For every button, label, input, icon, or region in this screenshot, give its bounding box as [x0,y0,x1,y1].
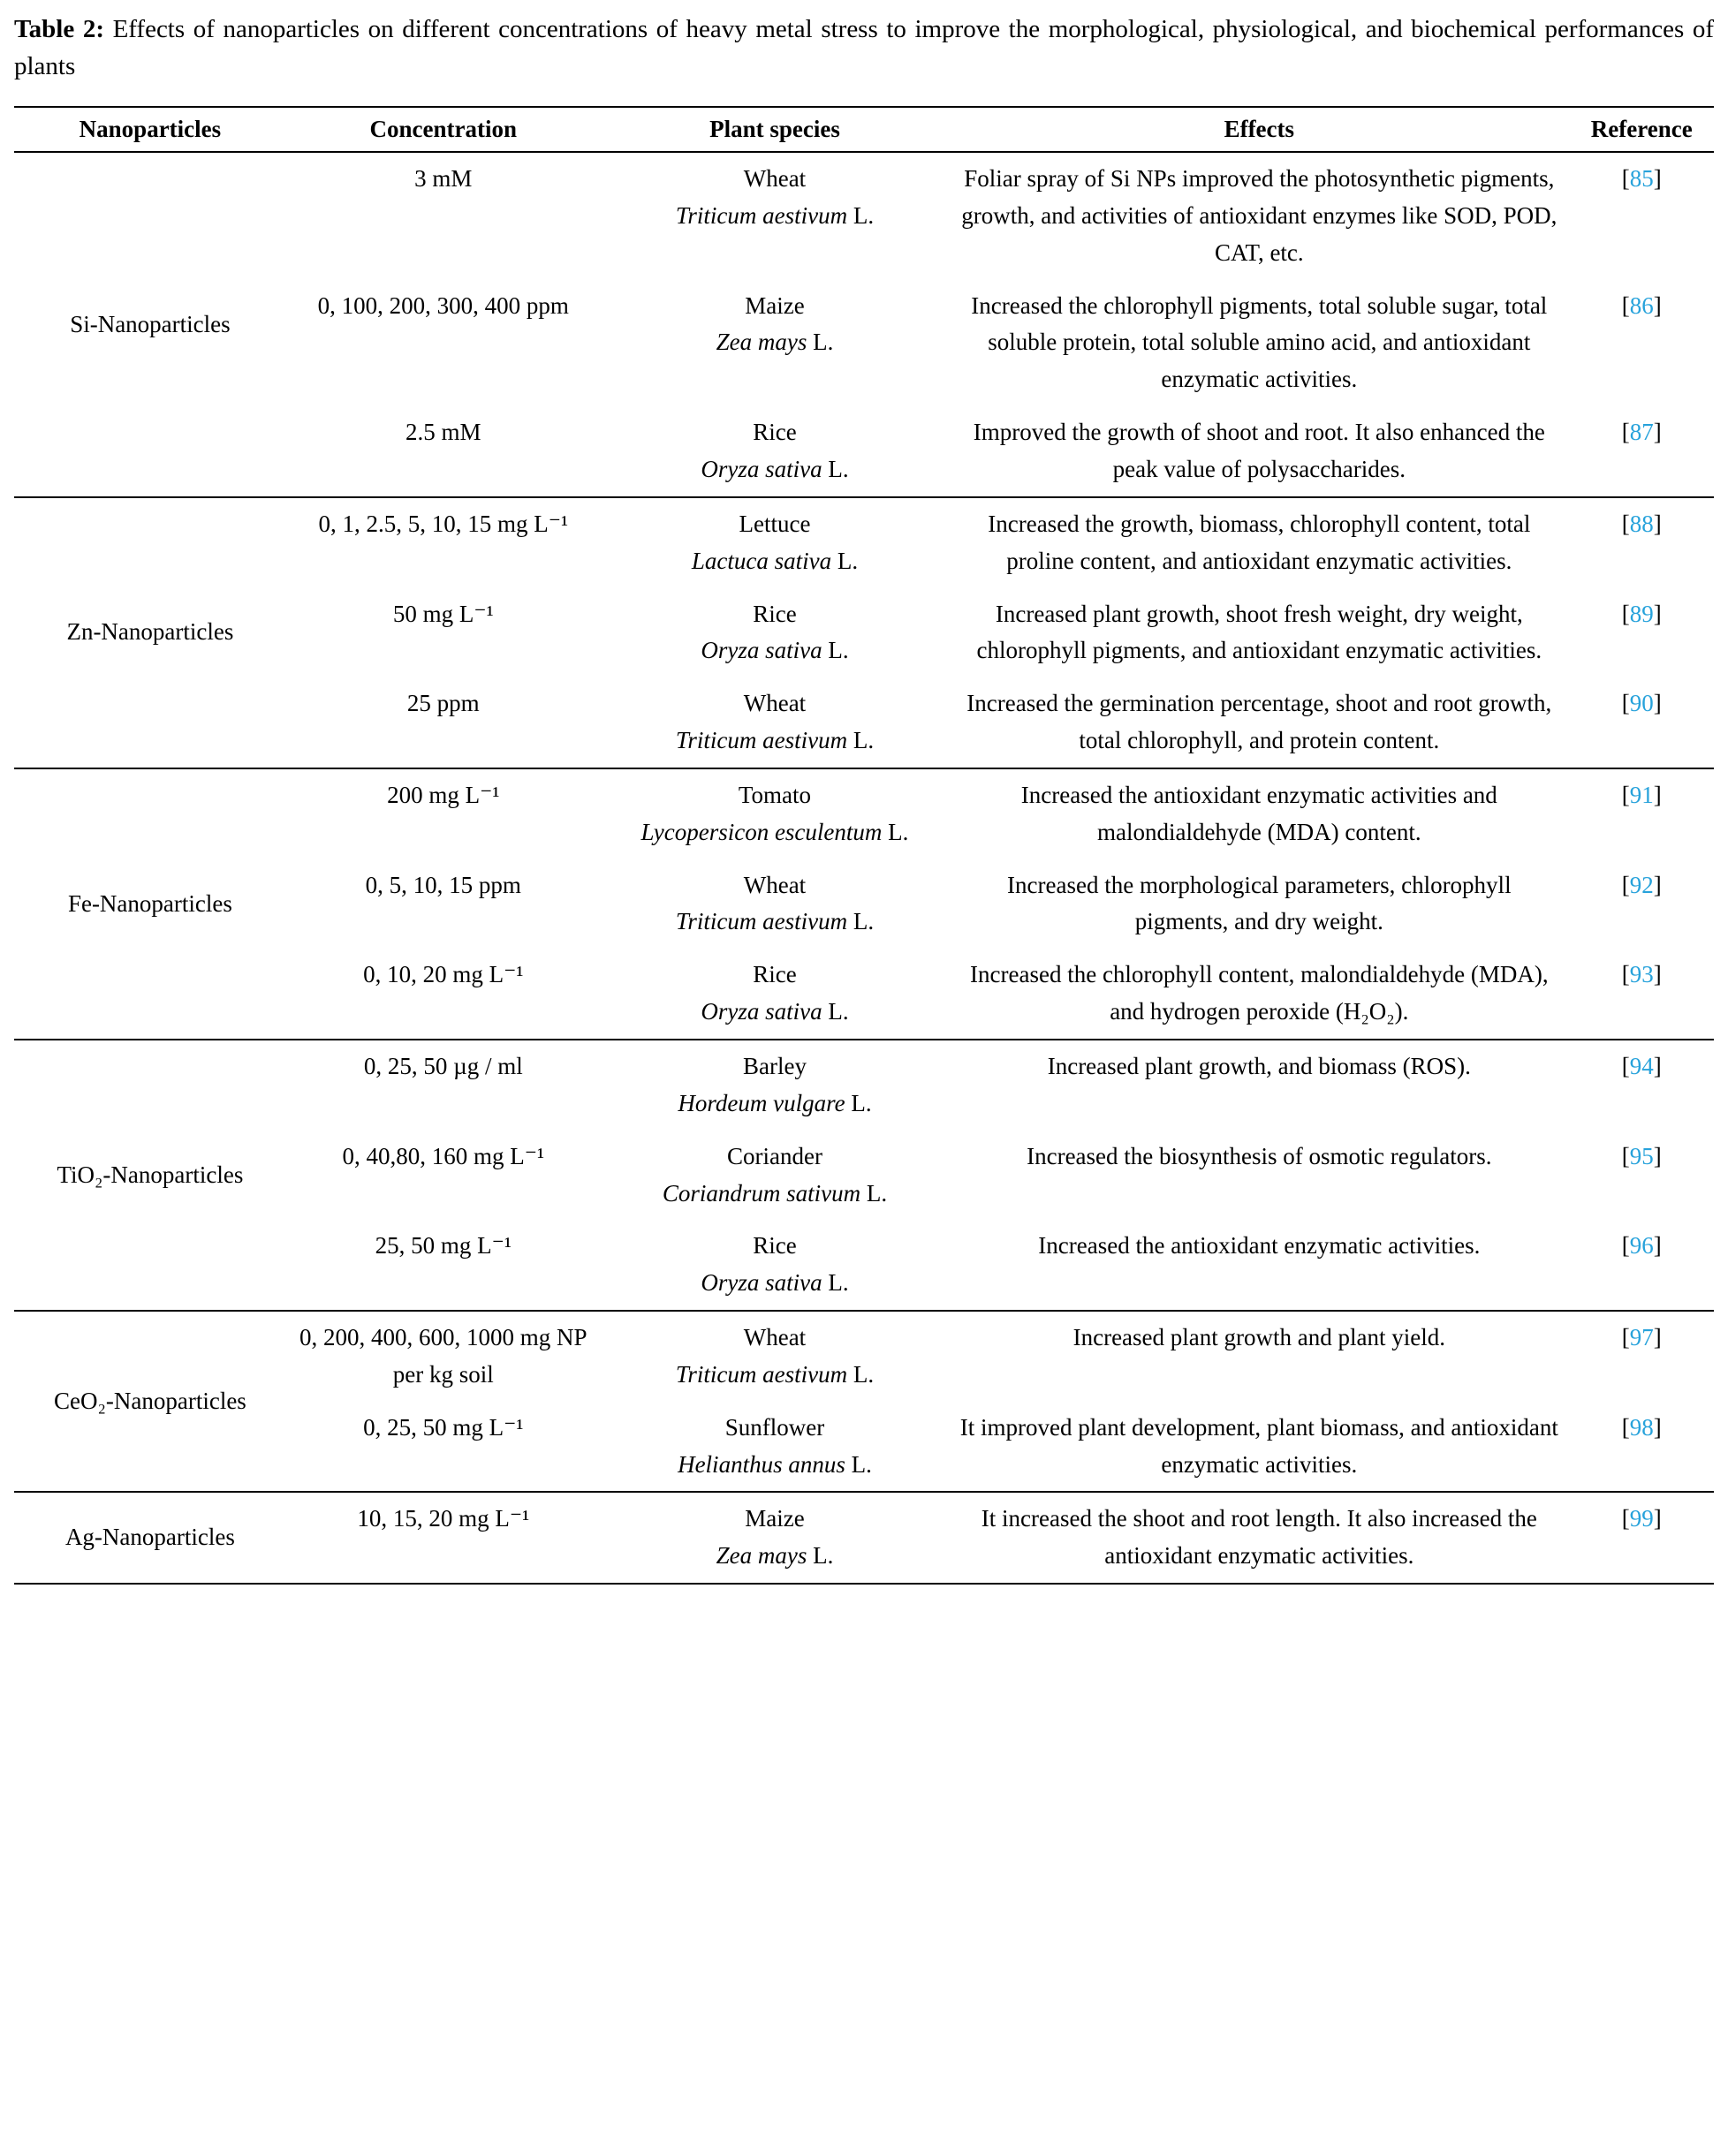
reference-cell [1569,1402,1714,1493]
reference-close-bracket: ] [1653,1505,1662,1532]
plant-latin-name: Oryza sativa [701,998,822,1025]
plant-common-name: Wheat [743,871,807,898]
plant-latin-name: Lactuca sativa [691,547,832,574]
reference-close-bracket: ] [1653,291,1662,319]
plant-common-name: Coriander [726,1142,822,1169]
effects-cell: It improved plant development, plant biomass, and antioxidant enzymatic activities. [959,1413,1558,1478]
plant-species-cell [601,280,949,407]
plant-name-suffix: L. [853,1360,875,1388]
reference-open-bracket: [ [1621,1413,1630,1441]
plant-species-cell [601,1040,949,1131]
reference-link[interactable]: 91 [1629,781,1654,808]
plant-common-name: Rice [753,600,797,627]
plant-latin-name: Zea mays [716,1542,807,1570]
reference-cell [1569,768,1714,859]
reference-link[interactable]: 99 [1629,1505,1654,1532]
plant-species-cell [601,406,949,497]
concentration-cell: 0, 40,80, 160 mg L⁻¹ [342,1142,545,1169]
group-tio2-nanoparticles [14,1040,1714,1311]
reference-cell [1569,1040,1714,1131]
plant-species-cell [601,1311,949,1402]
concentration-cell: 3 mM [414,165,473,193]
reference-link[interactable]: 85 [1629,165,1654,193]
reference-link[interactable]: 95 [1629,1142,1654,1169]
reference-link[interactable]: 88 [1629,510,1654,537]
table-caption-text: Effects of nanoparticles on different concentrations of heavy metal stress to improve the morphological, physiological, and biochemical performances of plants [14,15,1714,81]
reference-close-bracket: ] [1653,1142,1662,1169]
plant-species-cell [601,1220,949,1311]
reference-cell [1569,406,1714,497]
nanoparticle-group-label: TiO₂-Nanoparticles [57,1161,244,1188]
plant-latin-name: Lycopersicon esculentum [640,818,883,845]
concentration-cell: 2.5 mM [405,419,481,446]
concentration-cell: 0, 10, 20 mg L⁻¹ [363,961,524,988]
reference-link[interactable]: 89 [1629,600,1654,627]
plant-common-name: Rice [753,1232,797,1260]
reference-close-bracket: ] [1653,1413,1662,1441]
plant-latin-name: Helianthus annus [678,1450,845,1478]
effects-cell: Increased the chlorophyll pigments, total soluble sugar, total soluble protein, total soluble amino acid, and antioxidant enzymatic activities. [971,291,1548,393]
effects-table [14,106,1714,1585]
reference-cell [1569,1131,1714,1221]
plant-species-cell [601,1492,949,1584]
reference-cell [1569,949,1714,1040]
plant-latin-name: Coriandrum sativum [662,1179,861,1207]
effects-cell: Increased the chlorophyll content, malondialdehyde (MDA), and hydrogen peroxide (H₂O₂). [970,961,1549,1025]
table-caption [14,11,1714,85]
column-header-nanoparticles: Nanoparticles [79,116,222,143]
plant-latin-name: Triticum aestivum [675,908,848,935]
plant-species-cell [601,1131,949,1221]
reference-close-bracket: ] [1653,419,1662,446]
reference-open-bracket: [ [1621,1324,1630,1351]
effects-cell: Increased plant growth, and biomass (ROS). [1047,1052,1471,1079]
group-zn-nanoparticles [14,497,1714,768]
reference-open-bracket: [ [1621,1052,1630,1079]
plant-name-suffix: L. [828,456,849,482]
effects-cell: Increased the growth, biomass, chlorophyll content, total proline content, and antioxidant enzymatic activities. [988,510,1531,574]
concentration-cell: 0, 1, 2.5, 5, 10, 15 mg L⁻¹ [318,510,569,537]
reference-link[interactable]: 97 [1629,1324,1654,1351]
reference-close-bracket: ] [1653,600,1662,627]
nanoparticle-group-label: Zn-Nanoparticles [66,618,234,646]
reference-open-bracket: [ [1621,1505,1630,1532]
reference-open-bracket: [ [1621,961,1630,988]
table-row [14,152,1714,280]
plant-species-cell [601,497,949,588]
nanoparticle-group-label: Ag-Nanoparticles [64,1524,235,1551]
plant-name-suffix: L. [853,727,875,754]
table-row [14,497,1714,588]
reference-close-bracket: ] [1653,961,1662,988]
concentration-cell: 10, 15, 20 mg L⁻¹ [357,1505,530,1532]
plant-species-cell [601,768,949,859]
plant-name-suffix: L. [828,998,849,1025]
reference-open-bracket: [ [1621,871,1630,898]
plant-latin-name: Triticum aestivum [675,727,848,754]
nanoparticle-group-label: CeO₂-Nanoparticles [53,1387,246,1414]
plant-latin-name: Hordeum vulgare [678,1089,845,1116]
concentration-cell: 0, 25, 50 mg L⁻¹ [363,1413,524,1441]
reference-close-bracket: ] [1653,871,1662,898]
reference-open-bracket: [ [1621,690,1630,717]
reference-link[interactable]: 94 [1629,1052,1654,1079]
plant-species-cell [601,677,949,768]
plant-species-cell [601,1402,949,1493]
plant-common-name: Tomato [738,781,812,808]
plant-latin-name: Oryza sativa [701,637,822,664]
plant-name-suffix: L. [888,818,909,845]
plant-common-name: Maize [745,291,805,319]
reference-close-bracket: ] [1653,165,1662,193]
reference-cell [1569,1492,1714,1584]
reference-open-bracket: [ [1621,600,1630,627]
effects-cell: Increased the antioxidant enzymatic activities. [1038,1232,1481,1260]
reference-close-bracket: ] [1653,690,1662,717]
plant-latin-name: Oryza sativa [701,456,822,482]
plant-common-name: Rice [753,419,797,446]
plant-name-suffix: L. [813,329,834,356]
column-header-plant-species: Plant species [709,116,840,143]
nanoparticle-group-label: Fe-Nanoparticles [67,889,232,917]
column-header-effects: Effects [1224,116,1295,143]
reference-cell [1569,280,1714,407]
reference-link[interactable]: 98 [1629,1413,1654,1441]
effects-cell: Foliar spray of Si NPs improved the photosynthetic pigments, growth, and activities of antioxidant enzymes like SOD, POD, CAT, etc. [961,165,1557,266]
plant-latin-name: Triticum aestivum [675,1360,848,1388]
plant-name-suffix: L. [853,201,875,229]
concentration-cell: 0, 5, 10, 15 ppm [365,871,521,898]
reference-link[interactable]: 96 [1629,1232,1654,1260]
plant-species-cell [601,152,949,280]
reference-link[interactable]: 86 [1629,291,1654,319]
plant-latin-name: Triticum aestivum [675,201,848,229]
plant-species-cell [601,588,949,678]
reference-cell [1569,1220,1714,1311]
reference-cell [1569,152,1714,280]
plant-latin-name: Zea mays [716,329,807,356]
concentration-cell: 0, 25, 50 µg / ml [363,1052,523,1079]
plant-species-cell [601,949,949,1040]
effects-cell: Increased plant growth and plant yield. [1072,1324,1445,1351]
plant-name-suffix: L. [853,908,875,935]
plant-common-name: Maize [745,1505,805,1532]
reference-close-bracket: ] [1653,510,1662,537]
plant-common-name: Wheat [743,165,807,193]
plant-latin-name: Oryza sativa [701,1269,822,1297]
reference-cell [1569,588,1714,678]
reference-cell [1569,1311,1714,1402]
plant-name-suffix: L. [851,1450,872,1478]
effects-cell: It increased the shoot and root length. It also increased the antioxidant enzymatic activities. [981,1505,1537,1570]
group-si-nanoparticles [14,152,1714,497]
plant-name-suffix: L. [851,1089,872,1116]
reference-open-bracket: [ [1621,510,1630,537]
group-ag-nanoparticles [14,1492,1714,1584]
effects-cell: Increased the antioxidant enzymatic activities and malondialdehyde (MDA) content. [1020,781,1497,845]
effects-cell: Increased the morphological parameters, chlorophyll pigments, and dry weight. [1007,871,1512,935]
reference-link[interactable]: 93 [1629,961,1654,988]
plant-name-suffix: L. [813,1542,834,1570]
reference-cell [1569,859,1714,949]
reference-cell [1569,677,1714,768]
concentration-cell: 0, 100, 200, 300, 400 ppm [317,291,569,319]
effects-cell: Improved the growth of shoot and root. It also enhanced the peak value of polysaccharides. [973,419,1545,482]
concentration-cell: 200 mg L⁻¹ [387,781,500,808]
plant-common-name: Wheat [743,1324,807,1351]
plant-name-suffix: L. [866,1179,888,1207]
reference-link[interactable]: 87 [1629,419,1654,446]
concentration-cell: 25, 50 mg L⁻¹ [375,1232,512,1260]
header-row [14,107,1714,152]
concentration-cell: 50 mg L⁻¹ [392,600,494,627]
concentration-cell: 25 ppm [406,690,480,717]
plant-common-name: Rice [753,961,797,988]
table-row [14,1492,1714,1584]
reference-open-bracket: [ [1621,165,1630,193]
table-caption-label: Table 2: [14,15,104,43]
plant-common-name: Barley [742,1052,807,1079]
column-header-concentration: Concentration [369,116,518,143]
plant-common-name: Wheat [743,690,807,717]
reference-open-bracket: [ [1621,1232,1630,1260]
group-ceo2-nanoparticles [14,1311,1714,1492]
plant-common-name: Sunflower [724,1413,825,1441]
plant-species-cell [601,859,949,949]
concentration-cell: 0, 200, 400, 600, 1000 mg NP per kg soil [299,1324,587,1388]
table-row [14,1311,1714,1402]
reference-cell [1569,497,1714,588]
nanoparticle-group-label: Si-Nanoparticles [70,310,231,337]
reference-close-bracket: ] [1653,1052,1662,1079]
plant-name-suffix: L. [828,1269,849,1297]
reference-close-bracket: ] [1653,1232,1662,1260]
table-row [14,768,1714,859]
plant-name-suffix: L. [828,637,849,664]
plant-common-name: Lettuce [739,510,811,537]
plant-name-suffix: L. [837,547,859,574]
table-row [14,1040,1714,1131]
effects-cell: Increased plant growth, shoot fresh weight, dry weight, chlorophyll pigments, and antioxidant enzymatic activities. [976,600,1542,664]
table-header [14,107,1714,152]
reference-open-bracket: [ [1621,1142,1630,1169]
reference-open-bracket: [ [1621,419,1630,446]
reference-link[interactable]: 92 [1629,871,1654,898]
reference-open-bracket: [ [1621,781,1630,808]
column-header-reference: Reference [1590,116,1693,143]
effects-cell: Increased the germination percentage, shoot and root growth, total chlorophyll, and protein content. [966,690,1552,754]
reference-close-bracket: ] [1653,781,1662,808]
effects-cell: Increased the biosynthesis of osmotic regulators. [1027,1142,1492,1169]
reference-link[interactable]: 90 [1629,690,1654,717]
reference-close-bracket: ] [1653,1324,1662,1351]
reference-open-bracket: [ [1621,291,1630,319]
group-fe-nanoparticles [14,768,1714,1040]
